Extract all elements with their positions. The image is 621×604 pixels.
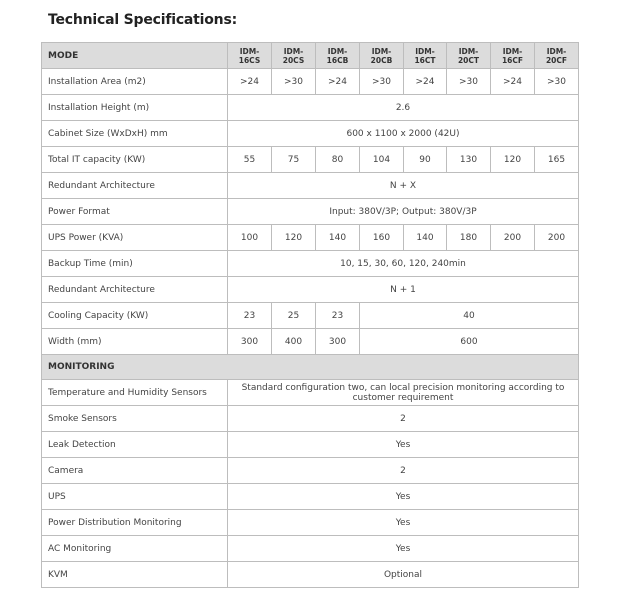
- spec-cell: 300: [316, 329, 360, 355]
- spec-cell: 23: [228, 303, 272, 329]
- page-title: Technical Specifications:: [48, 12, 237, 28]
- spec-row: [42, 303, 579, 329]
- model-header: IDM- 16CB: [316, 43, 360, 69]
- spec-label: Redundant Architecture: [42, 173, 228, 199]
- model-header: IDM- 16CS: [228, 43, 272, 69]
- model-header: IDM- 20CB: [360, 43, 404, 69]
- spec-cell: 23: [316, 303, 360, 329]
- spec-cell: >30: [272, 69, 316, 95]
- model-header: IDM- 20CF: [535, 43, 579, 69]
- monitoring-value: Optional: [228, 562, 579, 588]
- monitoring-label: Temperature and Humidity Sensors: [42, 380, 228, 406]
- spec-label: Cabinet Size (WxDxH) mm: [42, 121, 228, 147]
- spec-cell: 100: [228, 225, 272, 251]
- spec-cell: 140: [404, 225, 447, 251]
- spec-cell: 130: [447, 147, 491, 173]
- spec-value: 40: [360, 303, 579, 329]
- spec-label: Width (mm): [42, 329, 228, 355]
- monitoring-value: Standard configuration two, can local precision monitoring according to customer requirement: [228, 380, 579, 406]
- spec-label: Backup Time (min): [42, 251, 228, 277]
- monitoring-label: Power Distribution Monitoring: [42, 510, 228, 536]
- model-header: IDM- 16CF: [491, 43, 535, 69]
- spec-cell: 104: [360, 147, 404, 173]
- spec-cell: 55: [228, 147, 272, 173]
- monitoring-value: Yes: [228, 510, 579, 536]
- spec-cell: 140: [316, 225, 360, 251]
- spec-label: Total IT capacity (KW): [42, 147, 228, 173]
- spec-cell: >24: [316, 69, 360, 95]
- spec-row: [42, 329, 579, 355]
- spec-value: 2.6: [228, 95, 579, 121]
- spec-row: [42, 173, 579, 199]
- spec-value: Input: 380V/3P; Output: 380V/3P: [228, 199, 579, 225]
- spec-label: Redundant Architecture: [42, 277, 228, 303]
- monitoring-row: [42, 380, 579, 406]
- spec-label: Power Format: [42, 199, 228, 225]
- spec-value: N + 1: [228, 277, 579, 303]
- monitoring-label: Leak Detection: [42, 432, 228, 458]
- monitoring-header-row: [42, 355, 579, 380]
- spec-cell: >30: [447, 69, 491, 95]
- spec-cell: >30: [360, 69, 404, 95]
- spec-label: Cooling Capacity (KW): [42, 303, 228, 329]
- spec-value: N + X: [228, 173, 579, 199]
- spec-label: UPS Power (KVA): [42, 225, 228, 251]
- spec-cell: 160: [360, 225, 404, 251]
- monitoring-value: Yes: [228, 536, 579, 562]
- spec-cell: >30: [535, 69, 579, 95]
- monitoring-value: Yes: [228, 432, 579, 458]
- monitoring-row: [42, 562, 579, 588]
- spec-cell: 400: [272, 329, 316, 355]
- spec-cell: 165: [535, 147, 579, 173]
- monitoring-row: [42, 432, 579, 458]
- spec-row: [42, 95, 579, 121]
- spec-value: 10, 15, 30, 60, 120, 240min: [228, 251, 579, 277]
- spec-cell: 180: [447, 225, 491, 251]
- spec-cell: 90: [404, 147, 447, 173]
- spec-cell: 80: [316, 147, 360, 173]
- monitoring-row: [42, 458, 579, 484]
- model-header: IDM- 16CT: [404, 43, 447, 69]
- monitoring-label: Smoke Sensors: [42, 406, 228, 432]
- spec-label: Installation Area (m2): [42, 69, 228, 95]
- monitoring-header: MONITORING: [42, 355, 579, 380]
- spec-row: [42, 147, 579, 173]
- spec-cell: 200: [535, 225, 579, 251]
- spec-label: Installation Height (m): [42, 95, 228, 121]
- spec-cell: >24: [491, 69, 535, 95]
- spec-row: [42, 69, 579, 95]
- spec-cell: >24: [228, 69, 272, 95]
- monitoring-row: [42, 510, 579, 536]
- monitoring-row: [42, 536, 579, 562]
- spec-row: [42, 251, 579, 277]
- spec-cell: 75: [272, 147, 316, 173]
- monitoring-value: 2: [228, 458, 579, 484]
- spec-row: [42, 225, 579, 251]
- monitoring-label: AC Monitoring: [42, 536, 228, 562]
- monitoring-label: UPS: [42, 484, 228, 510]
- monitoring-row: [42, 484, 579, 510]
- spec-cell: 25: [272, 303, 316, 329]
- spec-row: [42, 277, 579, 303]
- model-header: IDM- 20CS: [272, 43, 316, 69]
- model-header: IDM- 20CT: [447, 43, 491, 69]
- spec-row: [42, 121, 579, 147]
- monitoring-row: [42, 406, 579, 432]
- monitoring-value: Yes: [228, 484, 579, 510]
- monitoring-label: Camera: [42, 458, 228, 484]
- spec-value: 600: [360, 329, 579, 355]
- spec-cell: 120: [272, 225, 316, 251]
- mode-header-row: [42, 43, 579, 69]
- monitoring-label: KVM: [42, 562, 228, 588]
- spec-cell: 300: [228, 329, 272, 355]
- spec-value: 600 x 1100 x 2000 (42U): [228, 121, 579, 147]
- mode-header: MODE: [42, 43, 228, 69]
- monitoring-value: 2: [228, 406, 579, 432]
- spec-cell: 120: [491, 147, 535, 173]
- spec-cell: 200: [491, 225, 535, 251]
- spec-table: [41, 42, 579, 588]
- spec-cell: >24: [404, 69, 447, 95]
- spec-row: [42, 199, 579, 225]
